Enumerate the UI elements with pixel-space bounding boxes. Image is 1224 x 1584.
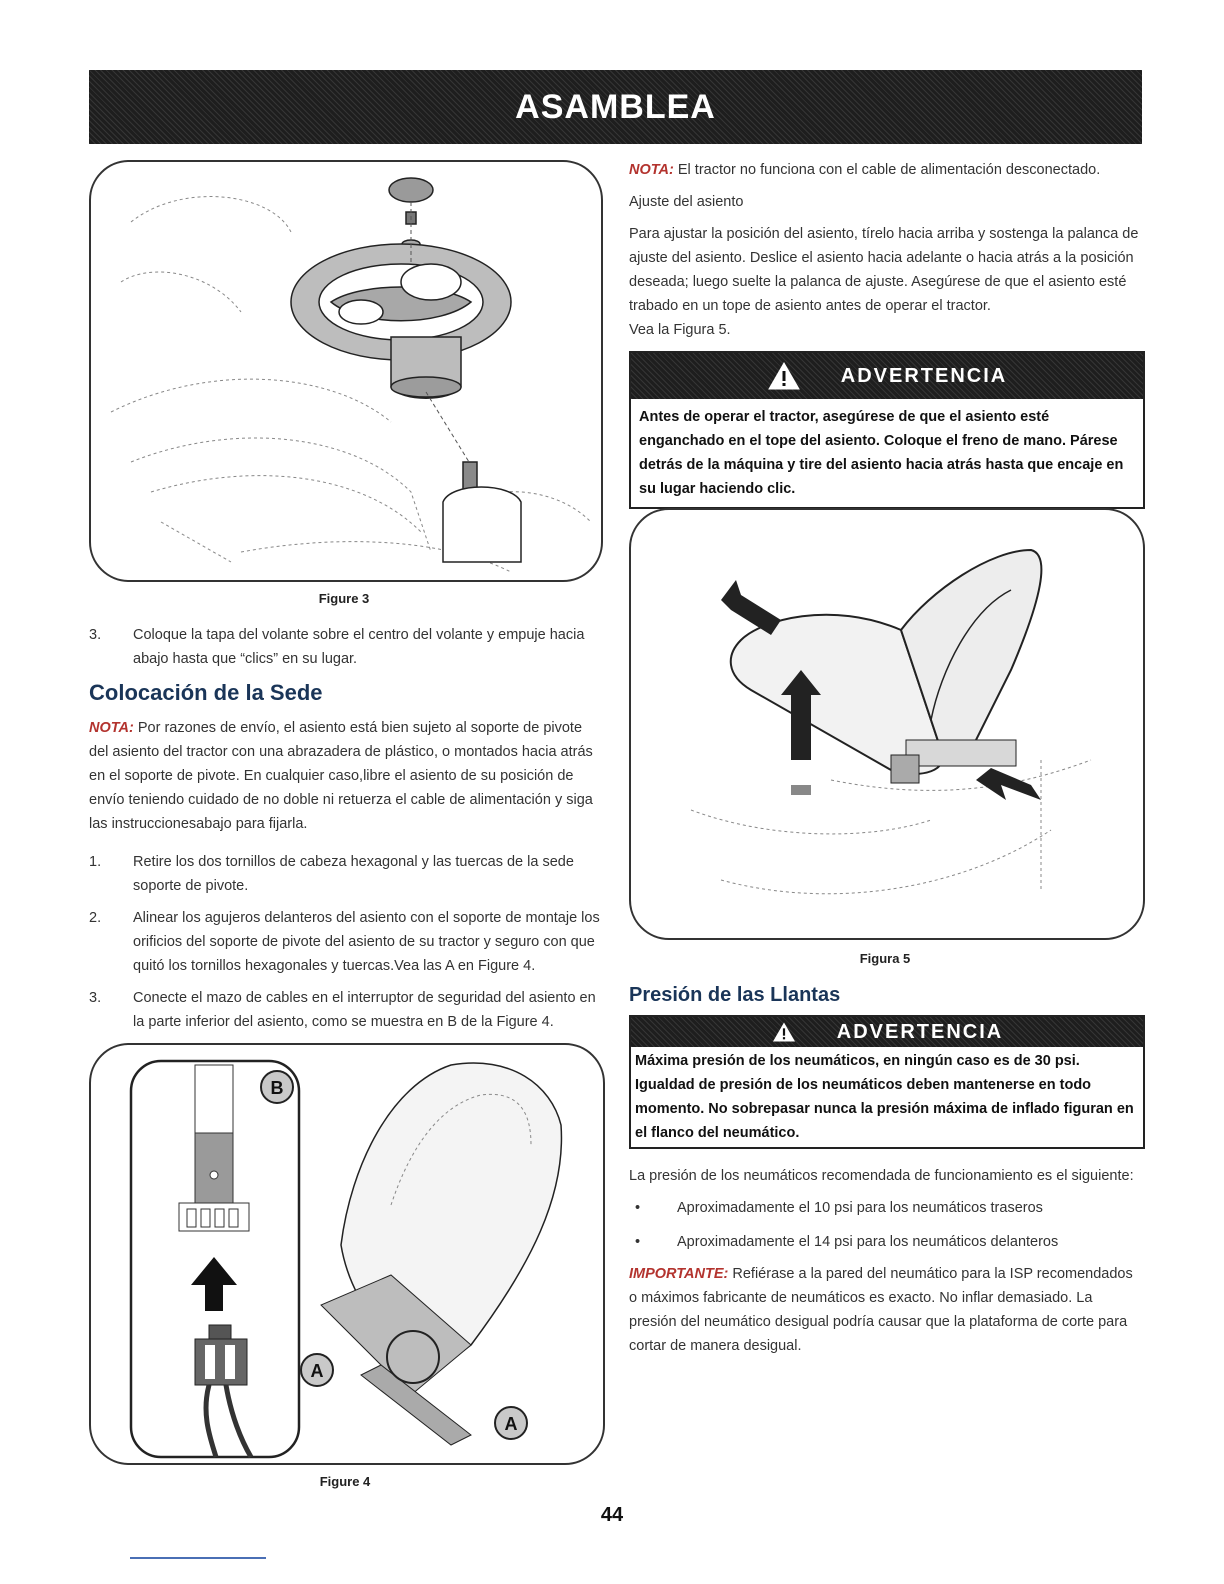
footer-rule — [130, 1557, 266, 1559]
note-label: NOTA: — [629, 162, 674, 178]
warning-tires-box — [629, 1015, 1145, 1149]
step-number: 3. — [89, 627, 102, 643]
tires-important — [629, 1262, 1143, 1366]
seat-mount-illustration — [91, 1045, 603, 1463]
see-figure-5: Vea la Figura 5. — [629, 322, 731, 338]
list-item — [89, 623, 601, 671]
figure-4-caption: Figure 4 — [319, 1474, 371, 1489]
seat-adjust-paragraph: Para ajustar la posición del asiento, tírelo hacia arriba y sostenga la palanca de ajuste del asiento. Deslice el asiento hacia adelante o hacia atrás a la posición deseada; luego suelte la palanca de ajuste. Asegúrese de que el asiento esté trabado en un tope de asiento antes de operar el tractor. — [629, 226, 1139, 314]
page-number: 44 — [600, 1504, 624, 1526]
warning-triangle-icon — [767, 361, 801, 391]
step-text: Coloque la tapa del volante sobre el centro del volante y empuje hacia abajo hasta que “clics” en su lugar. — [133, 627, 585, 667]
step-text: Alinear los agujeros delanteros del asiento con el soporte de montaje los orificios del soporte de pivote del asiento de su tractor y seguro con que quitó los tornillos hexagonales y tuercas.Vea las A en Figure 4. — [133, 910, 600, 974]
callout-b: B — [270, 1078, 284, 1098]
seat-section-title: Colocación de la Sede — [89, 680, 323, 705]
list-item — [89, 906, 601, 978]
tires-intro: La presión de los neumáticos recomendada de funcionamiento es el siguiente: — [629, 1168, 1134, 1184]
seat-adjust-subtitle: Ajuste del asiento — [629, 194, 744, 210]
figure-3-steering-wheel — [89, 160, 603, 582]
list-item — [629, 1230, 1143, 1254]
section-title: ASAMBLEA — [515, 87, 716, 126]
warning-header-text: ADVERTENCIA — [840, 364, 1008, 387]
tires-bullets — [629, 1196, 1143, 1264]
warning-header — [631, 353, 1143, 399]
note-text: Por razones de envío, el asiento está bien sujeto al soporte de pivote del asiento del tractor con una abrazadera de plástico, o montados hacia atrás en el soporte de pivote. En cualquier caso,libre el asiento de su posición de envío teniendo cuidado de no doble ni retuerza el cable de alimentación y siga las instruccionesabajo para fijarla. — [89, 720, 593, 832]
warning-body-text: Antes de operar el tractor, asegúrese de que el asiento esté enganchado en el tope del asiento. Coloque el freno de mano. Párese detrás de la máquina y tire del asiento hacia atrás hasta que encaje en su lugar haciendo clic. — [639, 409, 1124, 497]
important-label: IMPORTANTE: — [629, 1266, 729, 1282]
important-text: Refiérase a la pared del neumático para la ISP recomendados o máximos fabricante de neumáticos es exacto. No inflar demasiado. La presión del neumático desigual podría causar que la plataforma de corte para cortar de manera desigual. — [629, 1266, 1133, 1354]
figure-5-caption: Figura 5 — [859, 951, 911, 966]
right-intro-text — [629, 158, 1143, 350]
warning-header — [631, 1017, 1143, 1047]
figure-3-caption: Figure 3 — [318, 591, 370, 606]
warning-body-text: Máxima presión de los neumáticos, en ningún caso es de 30 psi. Igualdad de presión de los neumáticos deben mantenerse en todo momento. No sobrepasar nunca la presión máxima de inflado figuran en el flanco del neumático. — [635, 1053, 1134, 1141]
figure-5-seat-adjust — [629, 508, 1145, 940]
seat-note — [89, 716, 601, 844]
list-item — [629, 1196, 1143, 1220]
step-number: 2. — [89, 910, 102, 926]
section-banner — [89, 70, 1142, 144]
step-number: 1. — [89, 854, 102, 870]
callout-a-right: A — [504, 1414, 518, 1434]
seat-steps-list — [89, 850, 601, 1042]
note-label: NOTA: — [89, 720, 134, 736]
warning-header-text: ADVERTENCIA — [836, 1020, 1004, 1043]
step-text: Conecte el mazo de cables en el interruptor de seguridad del asiento en la parte inferior del asiento, como se muestra en B de la Figure 4. — [133, 990, 596, 1030]
steering-wheel-illustration — [91, 162, 601, 580]
bullet-symbol: • — [635, 1234, 641, 1250]
warning-seat-box — [629, 351, 1145, 509]
list-item — [89, 986, 601, 1034]
bullet-text: Aproximadamente el 14 psi para los neumáticos delanteros — [677, 1234, 1059, 1250]
figure-4-seat-mount — [89, 1043, 605, 1465]
steering-step-list — [89, 623, 601, 679]
bullet-symbol: • — [635, 1200, 641, 1216]
bullet-text: Aproximadamente el 10 psi para los neumáticos traseros — [677, 1200, 1043, 1216]
callout-a-left: A — [310, 1361, 324, 1381]
step-text: Retire los dos tornillos de cabeza hexagonal y las tuercas de la sede soporte de pivote. — [133, 854, 574, 894]
seat-adjust-illustration — [631, 510, 1143, 938]
warning-triangle-icon — [771, 1021, 797, 1043]
tires-section-title: Presión de las Llantas — [629, 984, 841, 1006]
list-item — [89, 850, 601, 898]
step-number: 3. — [89, 990, 102, 1006]
note-text: El tractor no funciona con el cable de alimentación desconectado. — [673, 162, 1101, 178]
